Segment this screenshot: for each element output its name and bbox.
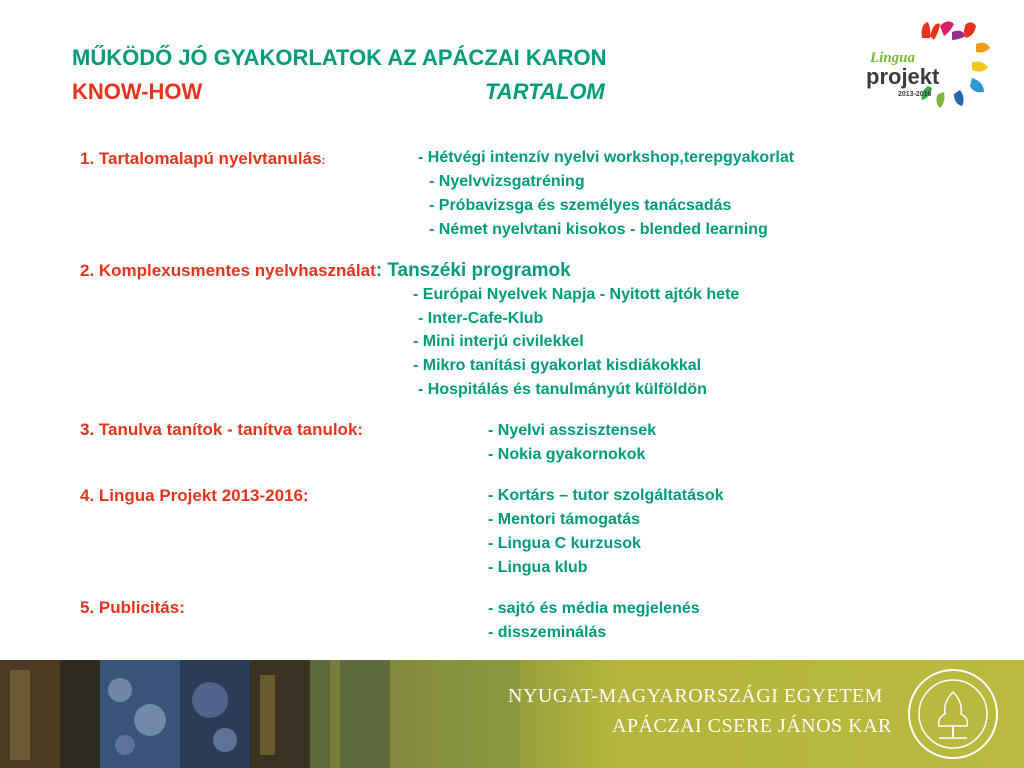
section-5-item: - disszeminálás bbox=[488, 624, 607, 641]
section-1-item: - Hétvégi intenzív nyelvi workshop,terepgyakorlat bbox=[418, 149, 795, 166]
section-1-title: 1. Tartalomalapú nyelvtanulás bbox=[80, 149, 322, 168]
footer-banner bbox=[0, 660, 1024, 768]
subtitle-know-how: KNOW-HOW bbox=[72, 79, 203, 104]
section-1-item: - Nyelvvizsgatréning bbox=[429, 173, 585, 190]
section-3-item: - Nokia gyakornokok bbox=[488, 446, 646, 463]
section-3-item: - Nyelvi asszisztensek bbox=[488, 422, 657, 439]
page-title: MŰKÖDŐ JÓ GYAKORLATOK AZ APÁCZAI KARON bbox=[72, 45, 607, 70]
section-2-title: 2. Komplexusmentes nyelvhasználat bbox=[80, 261, 376, 280]
section-5-item: - sajtó és média megjelenés bbox=[488, 600, 700, 617]
colorful-hands-icon bbox=[860, 18, 998, 126]
logo-projekt-text: projekt bbox=[866, 64, 940, 89]
section-2-item: - Inter-Cafe-Klub bbox=[418, 310, 544, 327]
university-seal-icon bbox=[905, 666, 1001, 762]
section-4-item: - Mentori támogatás bbox=[488, 511, 641, 528]
logo-lingua-text: Lingua bbox=[870, 50, 916, 66]
university-name-line1: NYUGAT-MAGYARORSZÁGI EGYETEM bbox=[508, 685, 883, 707]
section-2-subheading: : Tanszéki programok bbox=[375, 260, 571, 281]
section-4-item: - Lingua klub bbox=[488, 559, 588, 576]
section-1-item: - Német nyelvtani kisokos - blended learning bbox=[429, 221, 768, 238]
university-name-line2: APÁCZAI CSERE JÁNOS KAR bbox=[612, 715, 892, 737]
section-2-item: - Európai Nyelvek Napja - Nyitott ajtók hete bbox=[413, 286, 740, 303]
section-4-item: - Lingua C kurzusok bbox=[488, 535, 641, 552]
section-2-item: - Mikro tanítási gyakorlat kisdiákokkal bbox=[413, 357, 702, 374]
section-1-item: - Próbavizsga és személyes tanácsadás bbox=[429, 197, 732, 214]
section-1-colon: : bbox=[321, 153, 326, 167]
logo-years-text: 2013-2016 bbox=[898, 91, 932, 98]
section-2-item: - Hospitálás és tanulmányút külföldön bbox=[418, 381, 707, 398]
section-3-title: 3. Tanulva tanítok - tanítva tanulok bbox=[80, 420, 358, 439]
section-2-heading bbox=[80, 260, 571, 282]
section-5-heading: 5. Publicitás: bbox=[80, 598, 185, 617]
subtitle-tartalom: TARTALOM bbox=[485, 79, 605, 104]
section-3-heading bbox=[80, 420, 363, 440]
stained-glass-image bbox=[0, 660, 520, 768]
section-4-heading: 4. Lingua Projekt 2013-2016: bbox=[80, 486, 309, 505]
section-2-item: - Mini interjú civilekkel bbox=[413, 333, 584, 350]
section-3-colon: : bbox=[357, 420, 364, 439]
section-4-item: - Kortárs – tutor szolgáltatások bbox=[488, 487, 724, 504]
section-1-heading bbox=[80, 149, 326, 169]
